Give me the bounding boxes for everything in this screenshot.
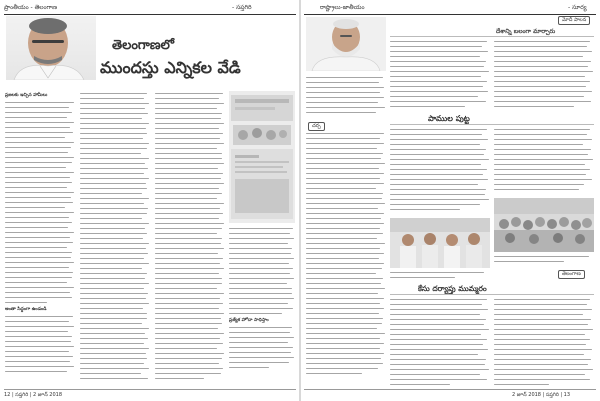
article-caption-block	[306, 75, 386, 121]
article-subhead-col4: ప్రత్యేక హోదా సాధిస్తాం	[229, 318, 269, 323]
meeting-group-photo	[390, 218, 490, 268]
crowd-photo-caption	[494, 254, 594, 266]
article-column-r3-mid	[494, 127, 594, 195]
right-page-section-header: రాష్ట్రాలు-జాతీయం	[320, 4, 365, 11]
article-column-r3-bottom	[494, 297, 594, 387]
main-headline-line1: తెలంగాణలో	[112, 38, 175, 53]
headline-top-right: దేశాన్ని బలంగా మార్చారు	[496, 28, 556, 35]
politician-portrait-photo	[6, 16, 96, 80]
headline-bottom: కేసు దర్యాప్తు ముమ్మరం	[418, 284, 487, 293]
meeting-photo-caption	[390, 270, 490, 282]
headline-bottom-rule	[390, 294, 594, 295]
left-page-publication-label: - సప్తగిరి	[232, 4, 252, 11]
main-headline-line2: ముందస్తు ఎన్నికల వేడి	[100, 58, 241, 77]
article-column-r2-top	[390, 39, 490, 111]
leader-portrait-photo	[306, 17, 386, 71]
right-page	[300, 0, 600, 401]
left-page-section-header: ప్రాంతీయం - తెలంగాణ	[4, 4, 58, 11]
article-column-3	[155, 91, 225, 387]
right-page-header-rule	[304, 14, 596, 15]
headline-top-rule	[390, 36, 594, 37]
right-page-publication-label: - సూర్య	[568, 4, 587, 11]
left-page-footer: 12 | సప్తగిరి | 2 జూన్ 2018	[4, 392, 63, 398]
article-column-r2-mid	[390, 127, 490, 215]
article-column-1	[5, 91, 75, 387]
left-page-header-rule	[4, 14, 296, 15]
crowd-photo	[494, 198, 594, 252]
right-page-footer-rule	[304, 389, 596, 390]
section-tag-left: చర్చ	[308, 122, 325, 131]
headline-mid-rule	[390, 124, 594, 125]
article-column-r1	[306, 131, 386, 387]
article-column-r2-bottom	[390, 297, 490, 387]
article-column-4	[229, 226, 295, 387]
article-subhead: ప్రజలకు ఇచ్చిన హామీలు	[5, 93, 48, 98]
section-tag-bottom: తెలంగాణ	[558, 270, 585, 279]
article-column-2	[80, 91, 150, 387]
section-tag-top: మోదీ పాలన	[558, 16, 590, 25]
article-column-r3-top	[494, 39, 594, 111]
left-page-footer-rule	[4, 389, 296, 390]
article-subhead-lower: అంతా సిద్ధంగా ఉండండి	[5, 307, 47, 312]
rally-stage-photo	[229, 91, 295, 223]
right-page-footer: 2 జూన్ 2018 | సప్తగిరి | 13	[512, 392, 571, 398]
headline-mid: పాముల పుట్ట	[428, 114, 470, 123]
